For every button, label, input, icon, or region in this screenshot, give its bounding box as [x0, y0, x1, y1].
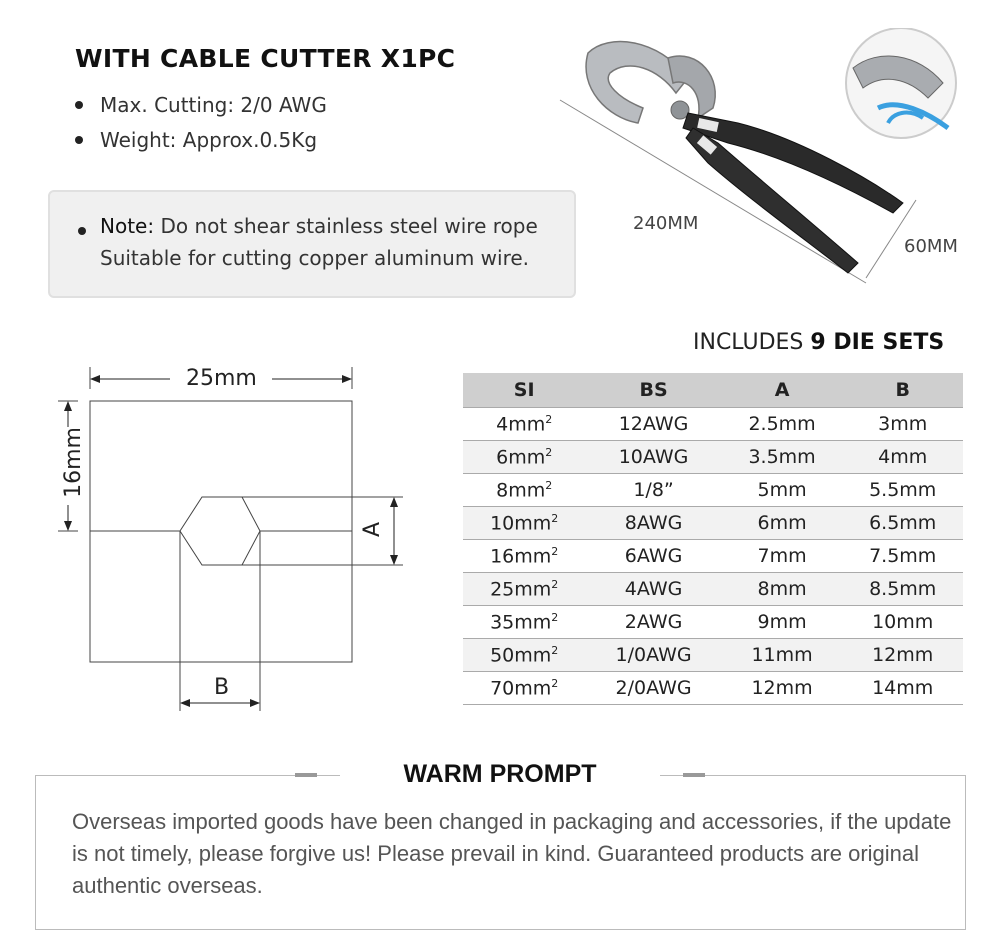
cell-b: 5.5mm: [842, 474, 963, 507]
cell-b: 14mm: [842, 672, 963, 705]
diagram-height-label: 16mm: [60, 427, 86, 498]
cell-b: 10mm: [842, 606, 963, 639]
cell-si: $8mm^2$: [463, 474, 585, 507]
bullet-max-cutting: Max. Cutting: 2/0 AWG: [75, 88, 327, 123]
table-header-b: B: [842, 373, 963, 408]
cell-si: $6mm^2$: [463, 441, 585, 474]
table-row: [463, 639, 963, 672]
cell-si: $10mm^2$: [463, 507, 585, 540]
table-header-a: A: [722, 373, 843, 408]
table-row: [463, 474, 963, 507]
cell-a: 9mm: [722, 606, 843, 639]
cell-b: 8.5mm: [842, 573, 963, 606]
product-title: WITH CABLE CUTTER X1PC: [75, 44, 456, 73]
cell-si: $25mm^2$: [463, 573, 585, 606]
note-text-1: Do not shear stainless steel wire rope: [154, 214, 538, 238]
cell-si: $35mm^2$: [463, 606, 585, 639]
warm-title-bar-right: [683, 773, 705, 777]
hexagon-opening: [180, 497, 260, 565]
cell-b: 7.5mm: [842, 540, 963, 573]
note-line-2: Suitable for cutting copper aluminum wire.: [100, 246, 530, 270]
warm-title-bar-left: [295, 773, 317, 777]
cell-b: 6.5mm: [842, 507, 963, 540]
cell-si: $70mm^2$: [463, 672, 585, 705]
bullet-dot-icon: [75, 136, 83, 144]
diagram-a-label: A: [360, 521, 386, 538]
table-row: [463, 672, 963, 705]
cell-bs: 2AWG: [585, 606, 721, 639]
table-header-si: SI: [463, 373, 585, 408]
table-row: [463, 507, 963, 540]
table-header-bs: BS: [585, 373, 721, 408]
note-box: [48, 190, 576, 298]
cell-bs: 1/8”: [585, 474, 721, 507]
bullet-dot-icon: [75, 101, 83, 109]
cell-bs: 10AWG: [585, 441, 721, 474]
cell-bs: 4AWG: [585, 573, 721, 606]
bullet-dot-icon: [78, 227, 86, 235]
length-dimension-label: 240MM: [633, 213, 699, 234]
cell-a: 5mm: [722, 474, 843, 507]
cell-bs: 2/0AWG: [585, 672, 721, 705]
cell-bs: 8AWG: [585, 507, 721, 540]
cell-bs: 12AWG: [585, 408, 721, 441]
diagram-width-label: 25mm: [186, 366, 257, 391]
die-spec-table: [463, 373, 963, 705]
cell-a: 3.5mm: [722, 441, 843, 474]
table-row: [463, 408, 963, 441]
table-row: [463, 540, 963, 573]
table-row: [463, 606, 963, 639]
cell-a: 6mm: [722, 507, 843, 540]
cell-b: 4mm: [842, 441, 963, 474]
cell-a: 11mm: [722, 639, 843, 672]
note-line-1: [100, 214, 538, 238]
warm-prompt-text: Overseas imported goods have been changed in packaging and accessories, if the update is not timely, please forgive us! Please prevail in kind. Guaranteed products are original authentic overseas.: [72, 809, 952, 898]
cell-b: 12mm: [842, 639, 963, 672]
bullet-weight: Weight: Approx.0.5Kg: [75, 123, 327, 158]
diagram-b-label: B: [214, 675, 230, 700]
table-header-row: [463, 373, 963, 408]
warm-prompt-title: WARM PROMPT: [340, 760, 660, 789]
cell-a: 7mm: [722, 540, 843, 573]
table-row: [463, 441, 963, 474]
table-row: [463, 573, 963, 606]
cell-si: $50mm^2$: [463, 639, 585, 672]
pivot-bolt: [671, 101, 689, 119]
spec-bullet-list: [75, 88, 327, 158]
cell-si: $4mm^2$: [463, 408, 585, 441]
cell-a: 12mm: [722, 672, 843, 705]
cell-bs: 1/0AWG: [585, 639, 721, 672]
cell-b: 3mm: [842, 408, 963, 441]
note-label: Note:: [100, 214, 155, 238]
cell-bs: 6AWG: [585, 540, 721, 573]
cell-a: 2.5mm: [722, 408, 843, 441]
die-sets-heading: INCLUDES 9 DIE SETS: [693, 330, 945, 355]
cell-si: $16mm^2$: [463, 540, 585, 573]
cell-a: 8mm: [722, 573, 843, 606]
die-dimension-diagram: [50, 355, 420, 725]
width-dimension-label: 60MM: [904, 236, 958, 257]
